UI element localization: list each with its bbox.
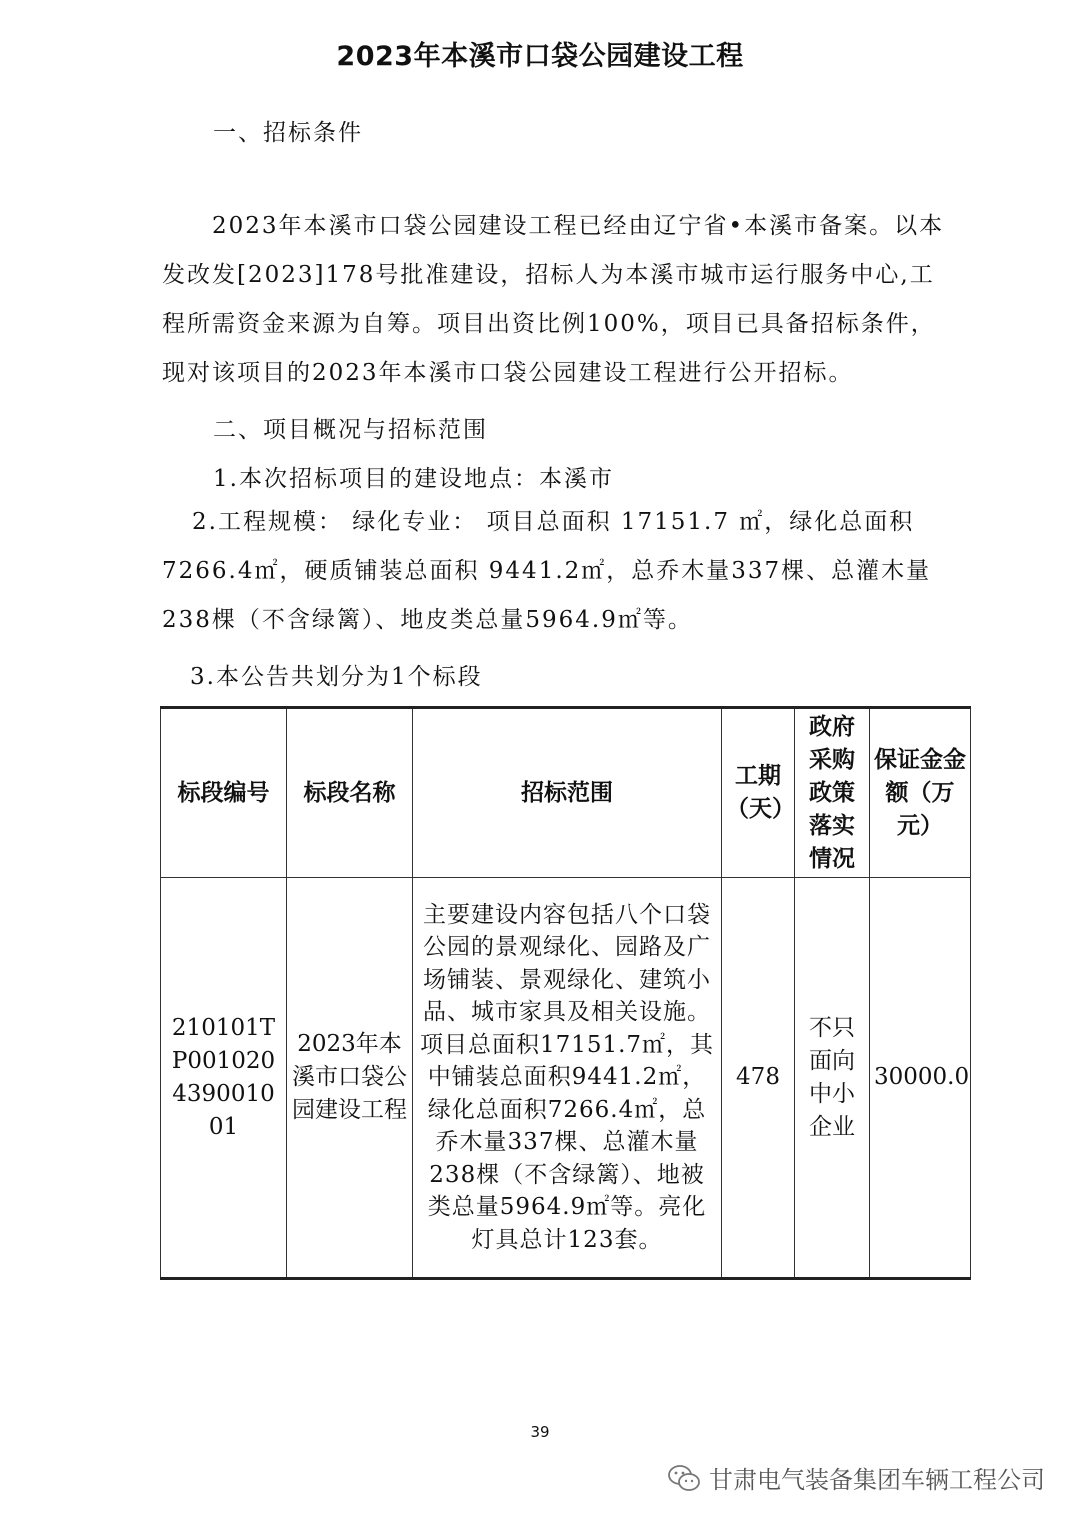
header-policy: 政府采购政策落实情况 (795, 708, 870, 878)
cell-deposit: 30000.0 (870, 878, 971, 1279)
table-row (161, 878, 971, 1279)
cell-section-name: 2023年本溪市口袋公园建设工程 (287, 878, 413, 1279)
wechat-icon (667, 1463, 701, 1493)
header-section-no: 标段编号 (161, 708, 287, 878)
section1-heading: 一、招标条件 (213, 120, 363, 146)
section1-body: 2023年本溪市口袋公园建设工程已经由辽宁省•本溪市备案。以本发改发[2023]178号批准建设，招标人为本溪市城市运行服务中心,工程所需资金来源为自筹。项目出资比例100%，项目已具备招标条件，现对该项目的2023年本溪市口袋公园建设工程进行公开招标。 (162, 213, 945, 386)
cell-section-no: 210101TP001020439001001 (161, 878, 287, 1279)
watermark-text: 甘肃电气装备集团车辆工程公司 (709, 1466, 1045, 1494)
header-duration: 工期（天） (722, 708, 795, 878)
table-header-row (161, 708, 971, 878)
bid-section-table (160, 706, 971, 1280)
page-number: 39 (530, 1423, 550, 1441)
watermark (667, 1460, 1045, 1495)
header-deposit: 保证金金额（万元） (870, 708, 971, 878)
cell-scope: 主要建设内容包括八个口袋公园的景观绿化、园路及广场铺装、景观绿化、建筑小品、城市家具及相关设施。 项目总面积17151.7㎡，其中铺装总面积9441.2㎡，绿化总面积7266.4㎡，总乔木量337棵、总灌木量238棵（不含绿篱）、地被类总量5964.9㎡等。亮化灯具总计123套。 (413, 878, 722, 1279)
section2-heading: 二、项目概况与招标范围 (213, 417, 488, 443)
item-1-location: 1.本次招标项目的建设地点：本溪市 (213, 466, 614, 492)
header-scope: 招标范围 (413, 708, 722, 878)
cell-policy: 不只面向中小企业 (795, 878, 870, 1279)
document-title: 2023年本溪市口袋公园建设工程 (336, 41, 744, 72)
item-3-sections: 3.本公告共划分为1个标段 (190, 664, 483, 690)
cell-duration: 478 (722, 878, 795, 1279)
item-2-scale: 2.工程规模： 绿化专业： 项目总面积 17151.7 ㎡，绿化总面积7266.4㎡，硬质铺装总面积 9441.2㎡，总乔木量337棵、总灌木量238棵（不含绿篱）、地皮类总量5964.9㎡等。 (162, 509, 932, 633)
header-section-name: 标段名称 (287, 708, 413, 878)
